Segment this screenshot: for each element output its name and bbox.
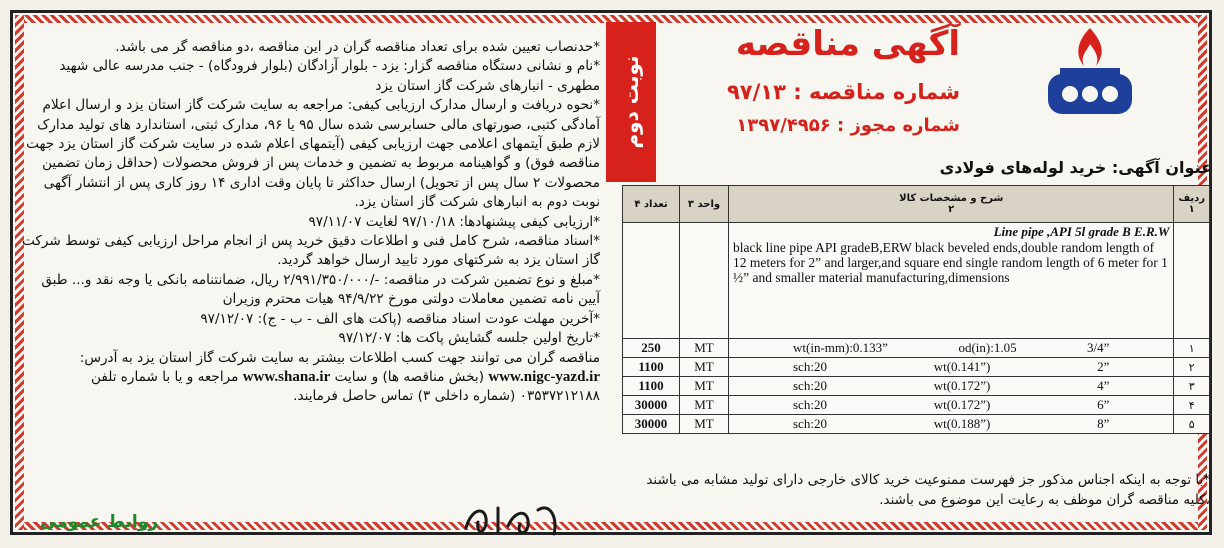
ad-title: آگهی مناقصه	[735, 24, 960, 64]
round-badge	[606, 22, 656, 182]
conditions-column	[22, 38, 600, 407]
website-link-shana[interactable]: www.shana.ir	[242, 368, 331, 385]
condition-documents: *نحوه دریافت و ارسال مدارک ارزیابی کیفی: مراجعه به سایت شرکت گاز استان یزد و ارسال اعلام آمادگی کتبی، صورتهای مالی حسابرسی شده سال ۹۵ یا ۹۶، مدارک ثبتی، استاندارد های تولید مدارک لازم طبق آیتمهای اعلامی جهت ارزیابی کیفی (آیتمهای اعلام شده در سایت شرکت گاز استان یزد جهت مناقصه فوق) و گواهینامه مربوط به تضمین و خدمات پس از فروش محصولات (حداقل زمان تضمین محصولات ۲ سال پس از تحویل) ارسال حداکثر تا پایان وقت اداری ۱۴ روز کاری پس از انتشار آگهی نوبت دوم به انبارهای شرکت گاز استان یزد.	[26, 97, 600, 211]
desc-cell	[729, 223, 1174, 339]
condition-guarantee: *مبلغ و نوع تضمین شرکت در مناقصه: -/۲/۹۹۱/۳۵۰/۰۰۰ ریال، ضمانتنامه بانکی یا وجه نقد و... طبق آیین نامه تضمین معاملات دولتی مورخ ۹۴/۹/۲۲ هیات محترم وزیران	[41, 271, 600, 308]
condition-opening: *تاریخ اولین جلسه گشایش پاکت ها: ۹۷/۱۲/۰۷	[338, 330, 600, 347]
license-number: شماره مجوز : ۱۳۹۷/۴۹۵۶	[736, 115, 960, 136]
border-hatch-bottom	[15, 522, 1207, 530]
desc-title: Line pipe ,API 5l grade B E.R.W	[993, 224, 1170, 239]
contact-info: مناقصه گران می توانند جهت کسب اطلاعات بیشتر به سایت شرکت گاز استان یزد به آدرس: www.nigc-yazd.ir (بخش مناقصه ها) و سایت www.shana.ir مراجعه و یا با شماره تلفن ۰۳۵۳۷۲۱۲۱۸۸ (شماره داخلی ۳) تماس حاصل فرمایند.	[79, 349, 600, 405]
table-row: 1100 MT sch:20 wt(0.172”) 4” ۳	[623, 377, 1210, 396]
condition-min-bidders: *حدنصاب تعیین شده برای تعداد مناقصه گران در این مناقصه ،دو مناقصه گر می باشد.	[115, 39, 600, 55]
table-row: 250 MT wt(in-mm):0.133” od(in):1.05 3/4” ۱	[623, 339, 1210, 358]
round-badge-label: نوبت دوم	[619, 55, 643, 149]
desc-row	[623, 223, 1210, 339]
header-row: ردیف ۱	[1174, 186, 1210, 223]
header-desc-sub: ۲	[948, 204, 955, 215]
condition-evaluation: *ارزیابی کیفی پیشنهادها: ۹۷/۱۰/۱۸ لغایت ۹۷/۱۱/۰۷	[308, 213, 600, 230]
table-row: 1100 MT sch:20 wt(0.141”) 2” ۲	[623, 358, 1210, 377]
condition-address: *نام و نشانی دستگاه مناقصه گزار: یزد - بلوار آزادگان (بلوار فرودگاه) - جنب مدرسه عالی شهید مطهری - انبارهای شرکت گاز استان یزد	[59, 58, 600, 94]
public-relations-label: روابط عمومی	[40, 512, 159, 532]
website-link-nigc[interactable]: www.nigc-yazd.ir	[488, 368, 600, 385]
gas-company-logo-icon	[1040, 22, 1140, 122]
header-desc	[729, 186, 1174, 223]
ad-subject: عنوان آگهی: خرید لوله‌های فولادی	[939, 158, 1212, 177]
items-table	[622, 185, 1210, 434]
footnote: *با توجه به اینکه اجناس مذکور جز فهرست ممنوعیت خرید کالای خارجی دارای تولید مشابه می باشند ،کلیه مناقصه گران موظف به رعایت این موضوع می باشند.	[646, 472, 1210, 508]
header-qty: تعداد ۴	[623, 186, 680, 223]
table-header-row	[623, 186, 1210, 223]
desc-body: black line pipe API gradeB,ERW black beveled ends,double random length of 12 meters for 2” and larger,and square end single random length of 6 meter for 1 ½” and smaller material manufacturing,dimensions	[733, 240, 1168, 285]
header-unit: واحد ۳	[680, 186, 729, 223]
table-row: 30000 MT sch:20 wt(0.188”) 8” ۵	[623, 415, 1210, 434]
condition-deadline: *آخرین مهلت عودت اسناد مناقصه (پاکت های الف - ب - ج): ۹۷/۱۲/۰۷	[200, 310, 600, 327]
condition-tender-docs: *اسناد مناقصه، شرح کامل فنی و اطلاعات دقیق خرید پس از انجام مراحل ارزیابی کیفی توسط شرکت گاز استان یزد به شرکتهای مورد تایید ارسال خواهد گردید.	[22, 233, 600, 269]
handwritten-mark-icon	[458, 498, 568, 540]
table-row: 30000 MT sch:20 wt(0.172”) 6” ۴	[623, 396, 1210, 415]
header-desc-label: شرح و مشخصات کالا	[899, 193, 1004, 204]
tender-number: شماره مناقصه : ۹۷/۱۳	[726, 80, 960, 104]
